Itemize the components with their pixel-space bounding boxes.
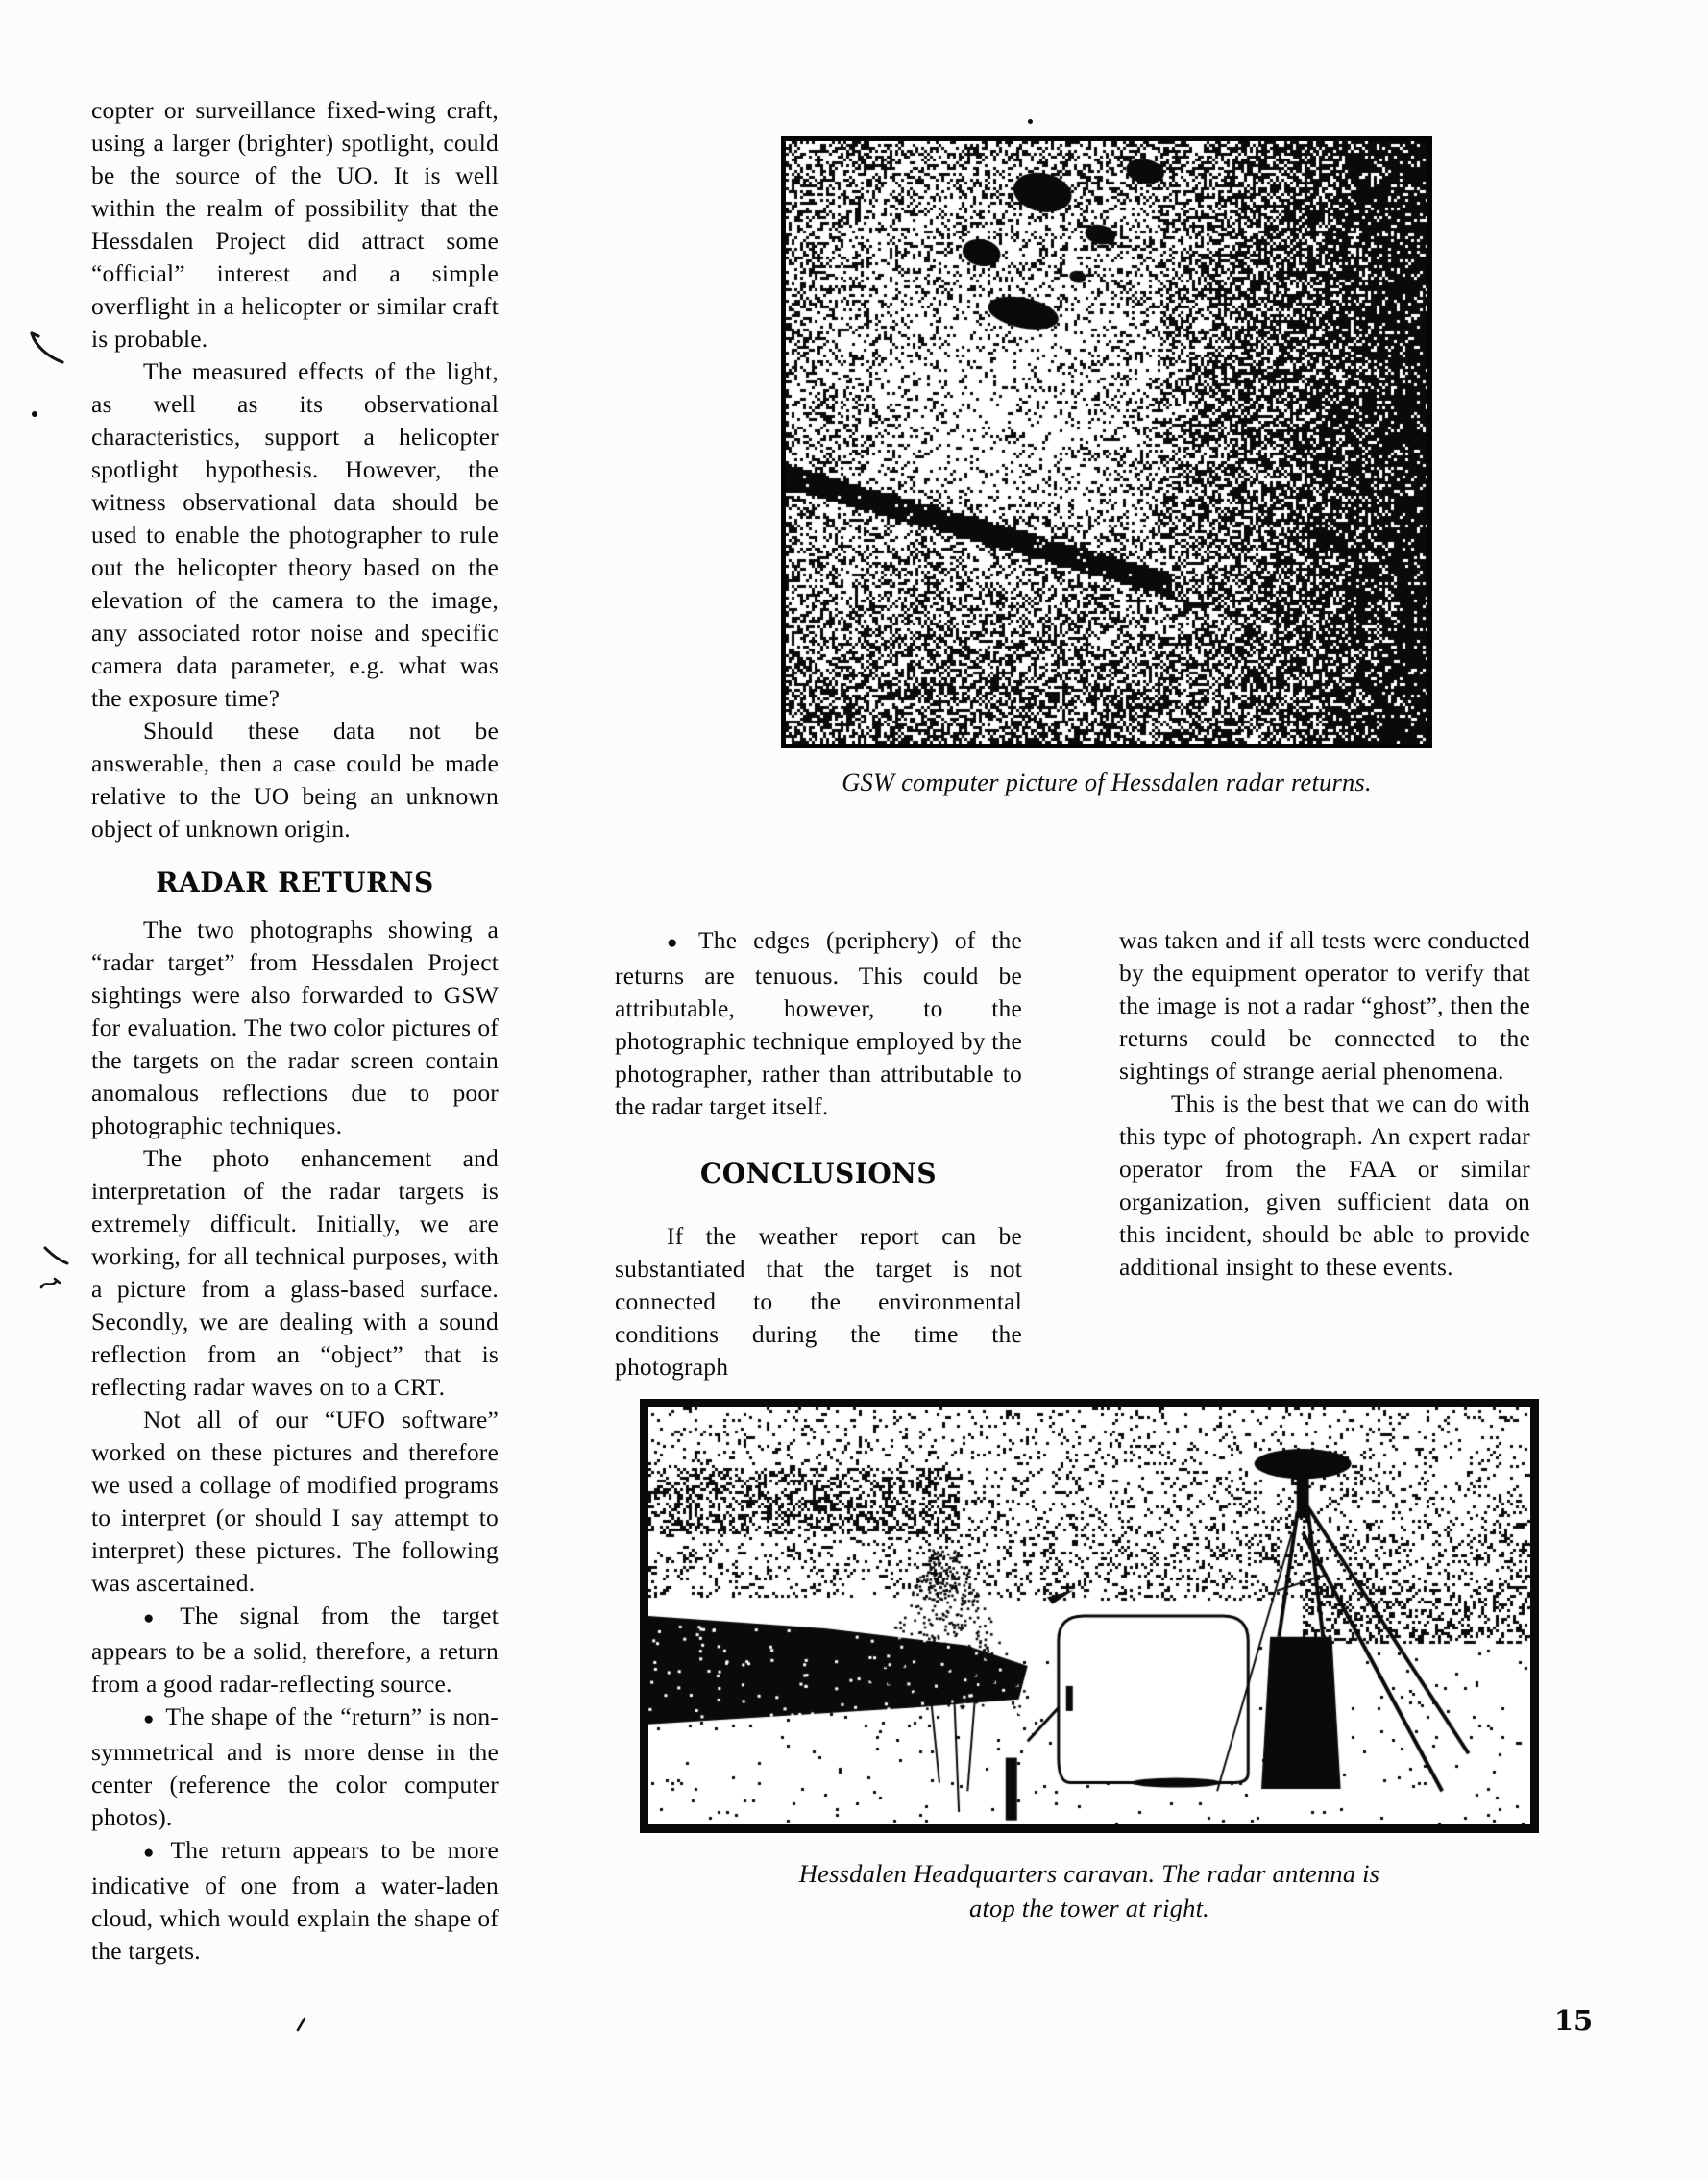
paragraph: was taken and if all tests were conducted by the equipment operator to verify that the image is not a radar “ghost”, then the returns could be connected to the sightings of strange aerial phenomena.	[1119, 926, 1530, 1085]
radar-returns-image	[786, 141, 1427, 744]
middle-column	[615, 924, 1022, 1383]
section-heading-conclusions: CONCLUSIONS	[699, 1158, 938, 1189]
bullet-icon: ●	[143, 1843, 160, 1863]
figure-radar-returns	[781, 136, 1432, 748]
bullet-icon: ●	[667, 933, 688, 953]
handwritten-mark	[42, 1245, 71, 1268]
figure-caption: GSW computer picture of Hessdalen radar returns.	[842, 768, 1372, 796]
bullet-item	[91, 1834, 499, 1968]
right-column	[1119, 924, 1530, 1284]
handwritten-mark	[26, 330, 66, 369]
paragraph: The two photographs showing a “radar target” from Hessdalen Project sightings were also forwarded to GSW for evaluation. The two color pictures of the targets on the radar screen contain anomalous reflections due to poor photographic techniques.	[91, 916, 499, 1139]
paragraph: The photo enhancement and interpretation of the radar targets is extremely difficult. Initially, we are working, for all technical purposes, with a picture from a glass-based surface. Secondly, we are dealing with a sound reflection from an “object” that is reflecting radar waves on to a CRT.	[91, 1144, 499, 1401]
figure-caravan	[640, 1399, 1539, 1833]
bullet-text: The shape of the “return” is non-symmetrical and is more dense in the center (reference the color computer photos).	[91, 1702, 499, 1831]
paragraph: If the weather report can be substantiated that the target is not connected to the environmental conditions during the time the photograph	[615, 1222, 1022, 1381]
paragraph: Should these data not be answerable, then a case could be made relative to the UO being an unknown object of unknown origin.	[91, 717, 499, 843]
bullet-item	[91, 1600, 499, 1701]
bullet-text: The edges (periphery) of the returns are tenuous. This could be attributable, however, to the photographic technique employed by the photographer, rather than attributable to the radar target itself.	[615, 926, 1022, 1120]
caption-line: Hessdalen Headquarters caravan. The radar antenna is	[798, 1859, 1380, 1888]
scan-speck	[32, 411, 37, 417]
handwritten-mark	[38, 1276, 65, 1293]
scan-speck	[1028, 119, 1033, 124]
handwritten-mark	[294, 2016, 309, 2035]
caravan-image	[648, 1407, 1530, 1824]
section-heading-radar-returns: RADAR RETURNS	[156, 867, 434, 898]
paragraph: The measured effects of the light, as well as its observational characteristics, support a helicopter spotlight hypothesis. However, the witness observational data should be used to enable the photographer to rule out the helicopter theory based on the elevation of the camera to the image, any associated rotor noise and specific camera data parameter, e.g. what was the exposure time?	[91, 357, 499, 712]
bullet-item	[615, 924, 1022, 1123]
paragraph: Not all of our “UFO software” worked on these pictures and therefore we used a collage of modified programs to interpret (or should I say attempt to interpret) these pictures. The following was ascertained.	[91, 1406, 499, 1597]
bullet-icon: ●	[143, 1608, 170, 1628]
caption-line: atop the tower at right.	[969, 1894, 1209, 1922]
bullet-item	[91, 1701, 499, 1834]
page-number: 15	[1553, 2004, 1594, 2037]
paragraph: copter or surveillance fixed-wing craft, using a larger (brighter) spotlight, could be the source of the UO. It is well within the realm of possibility that the Hessdalen Project did attract some “official” interest and a simple overflight in a helicopter or similar craft is probable.	[91, 96, 499, 353]
figure-caption	[640, 1856, 1539, 1925]
bullet-text: The return appears to be more indicative of one from a water-laden cloud, which would explain the shape of the targets.	[91, 1836, 499, 1965]
bullet-text: The signal from the target appears to be a solid, therefore, a return from a good radar-reflecting source.	[91, 1602, 499, 1698]
paragraph: This is the best that we can do with this type of photograph. An expert radar operator from the FAA or similar organization, given sufficient data on this incident, should be able to provide additional insight to these events.	[1119, 1089, 1530, 1281]
left-column	[91, 94, 499, 1968]
bullet-icon: ●	[143, 1709, 156, 1729]
